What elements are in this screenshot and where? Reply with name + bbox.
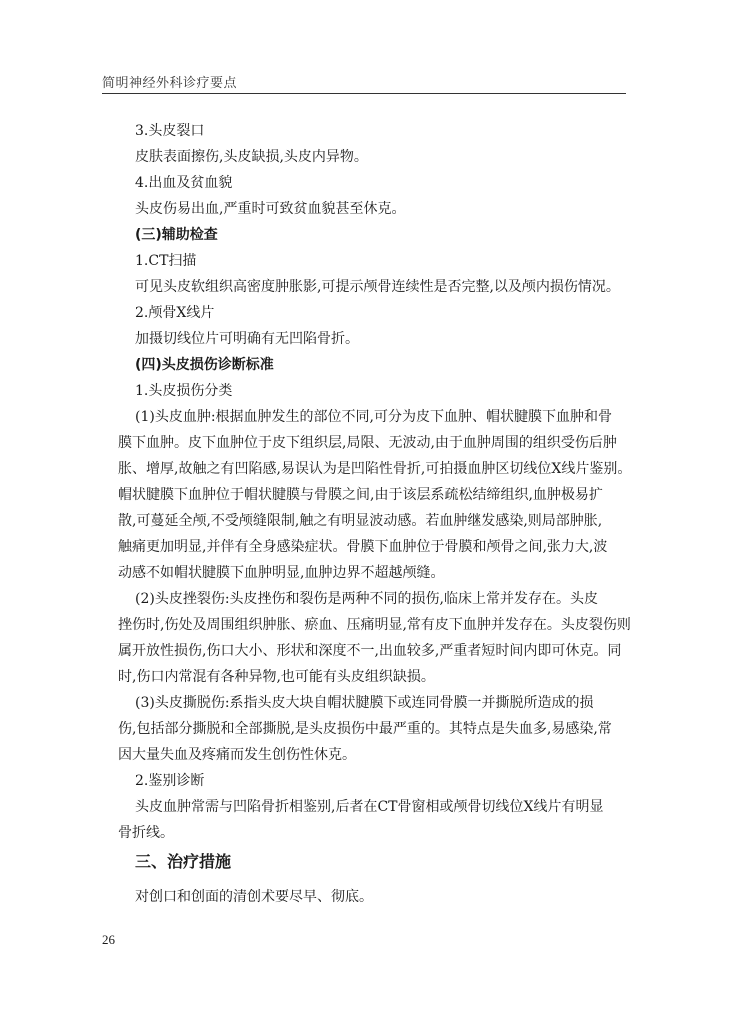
paragraph-line: 皮肤表面擦伤,头皮缺损,头皮内异物。: [135, 149, 368, 165]
paragraph-line: 时,伤口内常混有各种异物,也可能有头皮组织缺损。: [118, 669, 435, 685]
running-header: 简明神经外科诊疗要点: [102, 76, 238, 91]
subheading-ct-scan: 1.CT扫描: [135, 253, 197, 269]
paragraph-line: 属开放性损伤,伤口大小、形状和深度不一,出血较多,严重者短时间内即可休克。同: [118, 643, 622, 659]
paragraph-line: 挫伤时,伤处及周围组织肿胀、瘀血、压痛明显,常有皮下血肿并发存在。头皮裂伤则: [118, 617, 631, 633]
paragraph-line: 触痛更加明显,并伴有全身感染症状。骨膜下血肿位于骨膜和颅骨之间,张力大,波: [118, 539, 608, 555]
paragraph-line: 头皮伤易出血,严重时可致贫血貌甚至休克。: [135, 201, 406, 217]
paragraph-line: (1)头皮血肿:根据血肿发生的部位不同,可分为皮下血肿、帽状腱膜下血肿和骨: [135, 409, 612, 425]
paragraph-line: 因大量失血及疼痛而发生创伤性休克。: [118, 747, 356, 763]
paragraph-line: 动感不如帽状腱膜下血肿明显,血肿边界不超越颅缝。: [118, 565, 445, 581]
paragraph-line: 骨折线。: [118, 825, 174, 841]
paragraph-line: (3)头皮撕脱伤:系指头皮大块自帽状腱膜下或连同骨膜一并撕脱所造成的损: [135, 695, 594, 711]
paragraph-line: 对创口和创面的清创术要尽早、彻底。: [135, 889, 373, 905]
page-number: 26: [102, 932, 115, 947]
paragraph-line: 胀、增厚,故触之有凹陷感,易误认为是凹陷性骨折,可拍摄血肿区切线位X线片鉴别。: [118, 461, 632, 477]
paragraph-line: 散,可蔓延全颅,不受颅缝限制,触之有明显波动感。若血肿继发感染,则局部肿胀,: [118, 513, 603, 529]
subheading-differential-diagnosis: 2.鉴别诊断: [135, 773, 205, 789]
section-heading-aux-exam: (三)辅助检查: [135, 227, 218, 243]
paragraph-line: 头皮血肿常需与凹陷骨折相鉴别,后者在CT骨窗相或颅骨切线位X线片有明显: [135, 799, 604, 815]
paragraph-line: 帽状腱膜下血肿位于帽状腱膜与骨膜之间,由于该层系疏松结缔组织,血肿极易扩: [118, 487, 603, 503]
header-rule: [102, 93, 626, 94]
paragraph-line: (2)头皮挫裂伤:头皮挫伤和裂伤是两种不同的损伤,临床上常并发存在。头皮: [135, 591, 598, 607]
paragraph-line: 伤,包括部分撕脱和全部撕脱,是头皮损伤中最严重的。其特点是失血多,易感染,常: [118, 721, 612, 737]
section-heading-treatment: 三、治疗措施: [135, 852, 232, 871]
paragraph-line: 可见头皮软组织高密度肿胀影,可提示颅骨连续性是否完整,以及颅内损伤情况。: [135, 279, 620, 295]
paragraph-line: 膜下血肿。皮下血肿位于皮下组织层,局限、无波动,由于血肿周围的组织受伤后肿: [118, 435, 617, 451]
subheading-scalp-laceration: 3.头皮裂口: [135, 123, 205, 139]
subheading-injury-classification: 1.头皮损伤分类: [135, 383, 233, 399]
subheading-bleeding-anemia: 4.出血及贫血貌: [135, 175, 233, 191]
paragraph-line: 加摄切线位片可明确有无凹陷骨折。: [135, 331, 359, 347]
subheading-skull-xray: 2.颅骨X线片: [135, 305, 215, 321]
section-heading-diagnosis-criteria: (四)头皮损伤诊断标准: [135, 357, 274, 373]
